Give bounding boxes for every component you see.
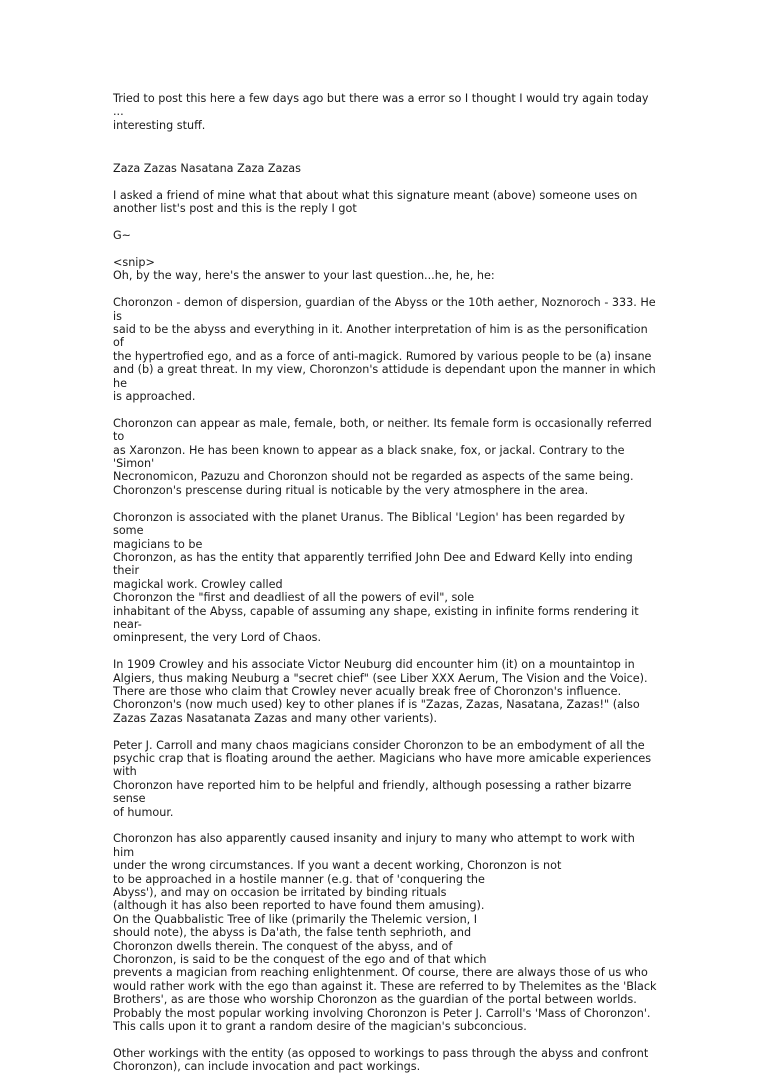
snip-paragraph: <snip> Oh, by the way, here's the answer to your last question...he, he, he: <box>113 256 495 283</box>
body-paragraph: Other workings with the entity (as opposed to workings to pass through the abyss and confront Choronzon), can include invocation and pact workings. <box>113 1046 649 1074</box>
signature-heading: Zaza Zazas Nasatana Zaza Zazas <box>113 162 301 176</box>
body-paragraph: In 1909 Crowley and his associate Victor Neuburg did encounter him (it) on a mountaintop in Algiers, thus making Neuburg a "secret chief" (see Liber XXX Aerum, The Vision and the Voice). There are those who claim that Crowley never acually break free of Choronzon's influence. Choronzon's (now much used) key to other planes if is "Zazas, Zazas, Nasatana, Zazas!" (also Zazas Zazas Nasatanata Zazas and many other varients). <box>113 658 648 725</box>
body-paragraph: Choronzon - demon of dispersion, guardian of the Abyss or the 10th aether, Noznoroch - 333. He is said to be the abyss and everything in it. Another interpretation of him is as the personification of the hypertrofied ego, and as a force of anti-magick. Rumored by various people to be (a) insane and (b) a great threat. In my view, Choronzon's attidude is dependant upon the manner in which he is approached. <box>113 296 656 404</box>
body-paragraph: Peter J. Carroll and many chaos magicians consider Choronzon to be an embodyment of all the psychic crap that is floating around the aether. Magicians who have more amicable experiences with Choronzon have reported him to be helpful and friendly, although posessing a rather bizarre sense of humour. <box>113 738 652 819</box>
intro-paragraph: Tried to post this here a few days ago but there was a error so I thought I would try again today ... interesting stuff. <box>113 92 649 132</box>
body-paragraph: Choronzon has also apparently caused insanity and injury to many who attempt to work with him under the wrong circumstances. If you want a decent working, Choronzon is not to be approached in a hostile manner (e.g. that of 'conquering the Abyss'), and may on occasion be irritated by binding rituals (although it has also been reported to have found them amusing). On the Quabbalistic Tree of like (primarily the Thelemic version, I should note), the abyss is Da'ath, the false tenth sephrioth, and Choronzon dwells therein. The conquest of the abyss, and of Choronzon, is said to be the conquest of the ego and of that which prevents a magician from reaching enlightenment. Of course, there are always those of us who would rather work with the ego than against it. These are referred to by Thelemites as the 'Black Brothers', as are those who worship Choronzon as the guardian of the portal between worlds. Probably the most popular working involving Choronzon is Peter J. Carroll's 'Mass of Choronzon'. This calls upon it to grant a random desire of the magician's subconcious. <box>113 832 657 1034</box>
question-paragraph: I asked a friend of mine what that about what this signature meant (above) someone uses on another list's post and this is the reply I got <box>113 189 638 216</box>
body-paragraph: Choronzon is associated with the planet Uranus. The Biblical 'Legion' has been regarded by some magicians to be Choronzon, as has the entity that apparently terrified John Dee and Edward Kelly into ending their magickal work. Crowley called Choronzon the "first and deadliest of all the powers of evil", sole inhabitant of the Abyss, capable of assuming any shape, existing in infinite forms rendering it near- ominpresent, the very Lord of Chaos. <box>113 510 639 645</box>
author-signoff: G~ <box>113 229 132 243</box>
document-page <box>113 92 658 1087</box>
body-paragraph: Choronzon can appear as male, female, both, or neither. Its female form is occasionally referred to as Xaronzon. He has been known to appear as a black snake, fox, or jackal. Contrary to the 'Simon' Necronomicon, Pazuzu and Choronzon should not be regarded as aspects of the same being. Choronzon's prescense during ritual is noticable by the very atmosphere in the area. <box>113 416 652 497</box>
